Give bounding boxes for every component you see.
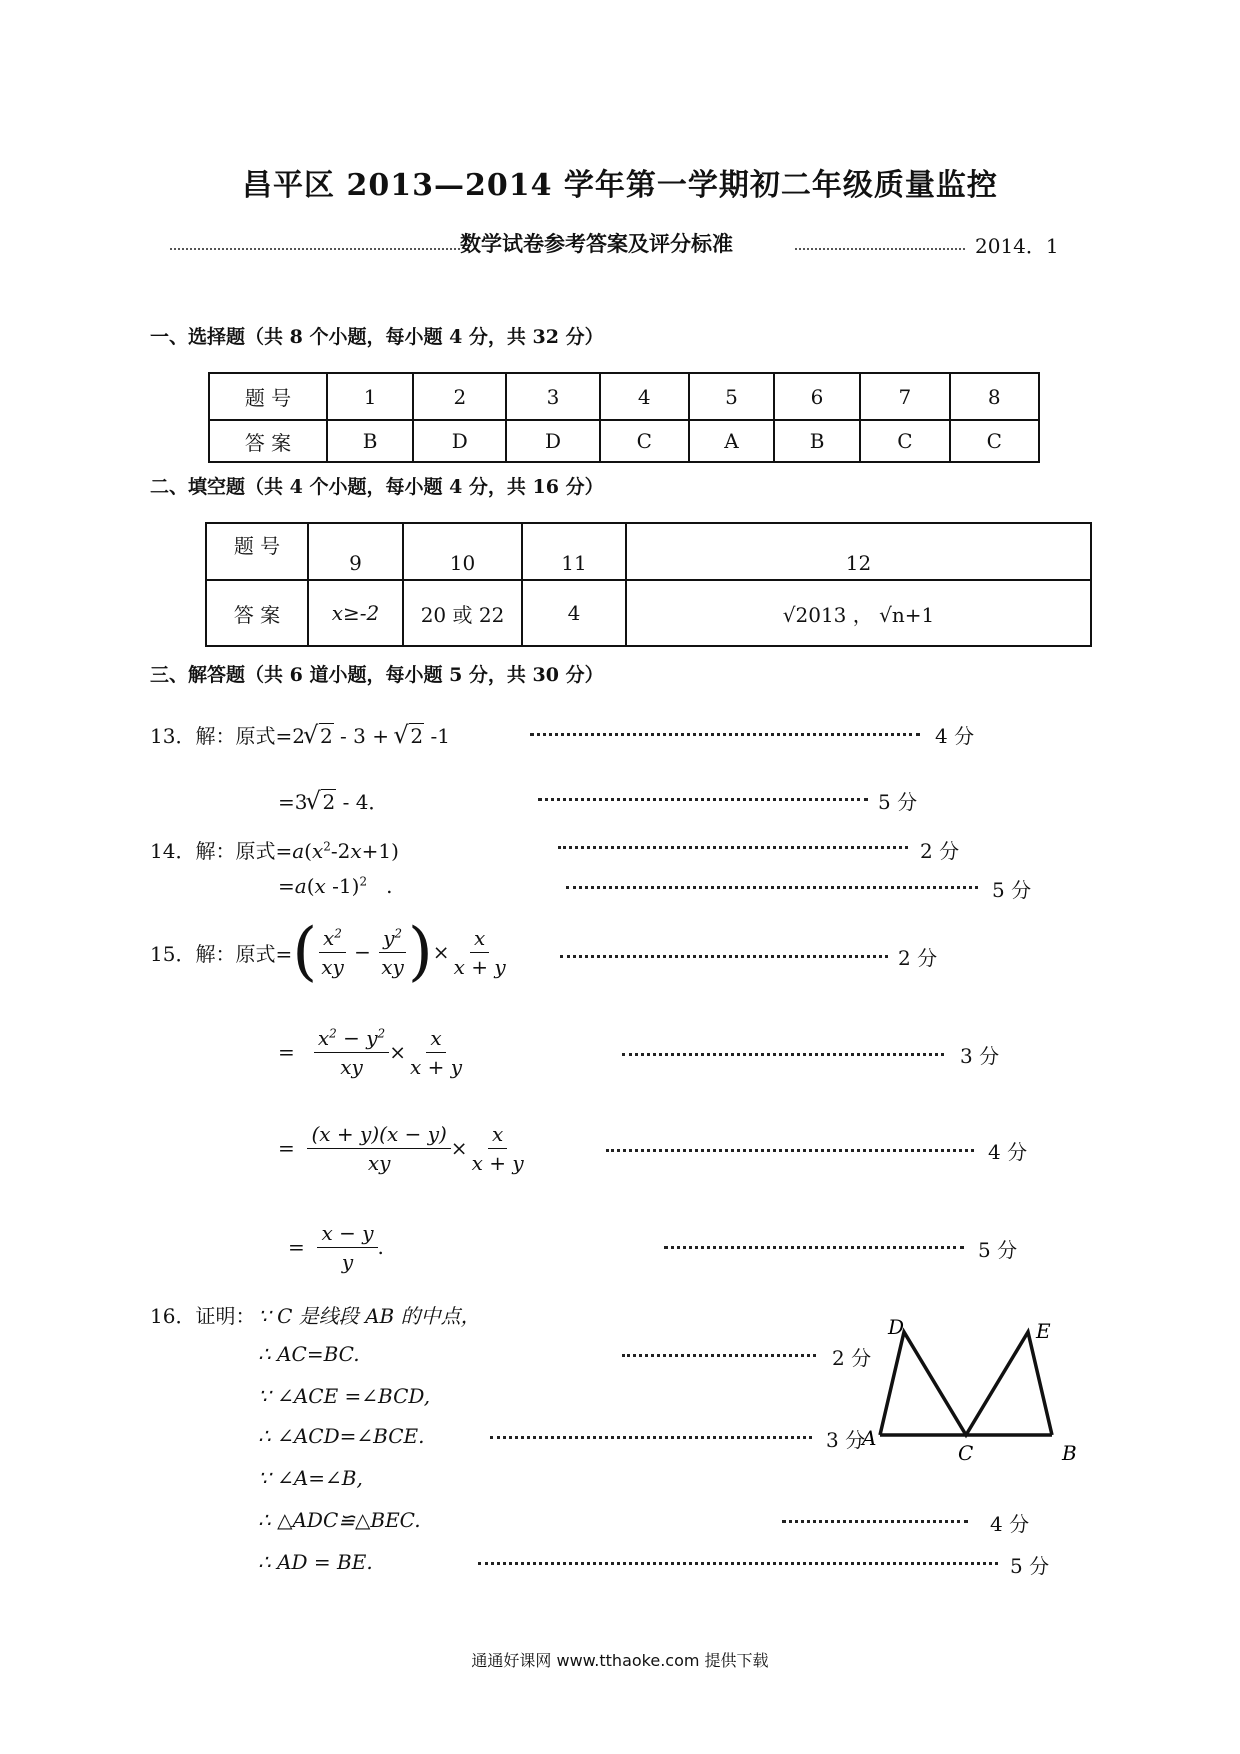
leader-dots (560, 955, 888, 958)
leader-dots (795, 248, 965, 250)
label-d: D (888, 1315, 905, 1339)
triangle-sides (880, 1332, 1052, 1435)
q14-label (150, 835, 399, 864)
answer-cell: 20 或 22 (403, 580, 522, 646)
q13-expr-2: =3√ 2 - 4． (278, 786, 388, 815)
question-number: 8 (950, 373, 1039, 420)
answer-cell: √2013 ， √n+1 (626, 580, 1091, 646)
q15-score-1: 2 分 (898, 946, 938, 970)
row-label-question: 题 号 (206, 523, 308, 580)
page-title: 昌平区 2013—2014 学年第一学期初二年级质量监控 (242, 168, 998, 203)
answer-cell: C (950, 420, 1039, 462)
q15-line-3: = $\frac{(x + y)(x - y)}{xy}$ × $\frac{x}{x + y}$ (278, 1121, 524, 1175)
q16-line-6: ∴ △ADC≌△BEC. (258, 1508, 421, 1532)
answer-cell: C (860, 420, 949, 462)
q14-expr-2: =a(x -1)$^2$ . (278, 874, 393, 898)
leader-dots (530, 733, 920, 736)
q15-score-2: 3 分 (960, 1044, 1000, 1068)
answer-cell: x≥-2 (308, 580, 403, 646)
row-label-answer: 答 案 (206, 580, 308, 646)
leader-dots (622, 1354, 816, 1357)
row-label-question: 题 号 (209, 373, 327, 420)
answer-cell: D (413, 420, 506, 462)
q15-number: 15．解：原式= (150, 941, 293, 966)
label-a: A (862, 1426, 877, 1450)
q13-score-1: 4 分 (935, 724, 975, 748)
q16-line-5: ∵ ∠A=∠B, (258, 1466, 363, 1490)
q13-expr-1: 2√ 2 - 3 + √ 2 -1 (292, 724, 450, 748)
answer-cell: A (689, 420, 774, 462)
q15-line-1: 15．解：原式= ( $\frac{x^2}{xy}$ − $\frac{y^2}{xy}$ ) × $\frac{x}{x + y}$ (150, 915, 506, 989)
leader-dots (606, 1149, 974, 1152)
section-heading-solve: 三、解答题（共 6 道小题，每小题 5 分，共 30 分） (150, 664, 604, 686)
q16-line-7: ∴ AD = BE. (258, 1550, 373, 1574)
leader-dots (490, 1436, 812, 1439)
label-e: E (1036, 1319, 1051, 1343)
leader-dots (558, 846, 908, 849)
q14-number: 14．解：原式= (150, 839, 293, 863)
choice-answer-table (208, 372, 1040, 463)
q14-expr-1: $a(x^2-2x+1)$ (292, 839, 399, 863)
leader-dots (622, 1053, 944, 1056)
fill-answer-table (205, 522, 1092, 647)
q16-line-4: ∴ ∠ACD=∠BCE. (258, 1424, 425, 1448)
answer-cell: B (774, 420, 860, 462)
section-heading-choice: 一、选择题（共 8 个小题，每小题 4 分，共 32 分） (150, 326, 604, 348)
q16-score-3: 4 分 (990, 1512, 1030, 1536)
leader-dots (538, 798, 868, 801)
q16-score-1: 2 分 (832, 1346, 872, 1370)
question-number: 2 (413, 373, 506, 420)
q16-line-2: ∴ AC=BC. (258, 1342, 360, 1366)
leader-dots (566, 886, 978, 889)
question-number: 6 (774, 373, 860, 420)
leader-dots (782, 1520, 968, 1523)
q14-score-1: 2 分 (920, 839, 960, 863)
question-number: 10 (403, 523, 522, 580)
section-heading-fill: 二、填空题（共 4 个小题，每小题 4 分，共 16 分） (150, 476, 604, 498)
triangle-figure (850, 1310, 1100, 1470)
q16-score-2: 3 分 (826, 1428, 866, 1452)
q14-score-2: 5 分 (992, 878, 1032, 902)
question-number: 11 (522, 523, 626, 580)
q13-number: 13．解：原式= (150, 724, 293, 748)
question-number: 7 (860, 373, 949, 420)
answer-cell: D (506, 420, 599, 462)
question-number: 4 (600, 373, 689, 420)
question-number: 1 (327, 373, 413, 420)
q16-score-4: 5 分 (1010, 1554, 1050, 1578)
q13-label (150, 720, 450, 749)
q16-line-3: ∵ ∠ACE =∠BCD, (258, 1384, 431, 1408)
leader-dots (170, 248, 460, 250)
label-b: B (1062, 1441, 1077, 1465)
q15-line-4: = $\frac{x - y}{y}$ . (288, 1220, 384, 1274)
question-number: 3 (506, 373, 599, 420)
footer-text: 通通好课网 www.tthaoke.com 提供下载 (471, 1651, 769, 1670)
leader-dots (478, 1562, 998, 1565)
answer-cell: B (327, 420, 413, 462)
date: 2014．1 (975, 234, 1059, 258)
q15-line-2: = $\frac{x^2 - y^2}{xy}$ × $\frac{x}{x + y}$ (278, 1025, 463, 1079)
q16-line-1: ∵ C 是线段 AB 的中点， (258, 1304, 481, 1328)
subtitle: 数学试卷参考答案及评分标准 (460, 231, 733, 256)
q15-score-3: 4 分 (988, 1140, 1028, 1164)
question-number: 12 (626, 523, 1091, 580)
answer-cell: 4 (522, 580, 626, 646)
question-number: 9 (308, 523, 403, 580)
question-number: 5 (689, 373, 774, 420)
q15-score-4: 5 分 (978, 1238, 1018, 1262)
leader-dots (664, 1246, 964, 1249)
row-label-answer: 答 案 (209, 420, 327, 462)
label-c: C (958, 1441, 974, 1465)
q13-score-2: 5 分 (878, 790, 918, 814)
q16-number: 16．证明： (150, 1304, 256, 1328)
answer-cell: C (600, 420, 689, 462)
